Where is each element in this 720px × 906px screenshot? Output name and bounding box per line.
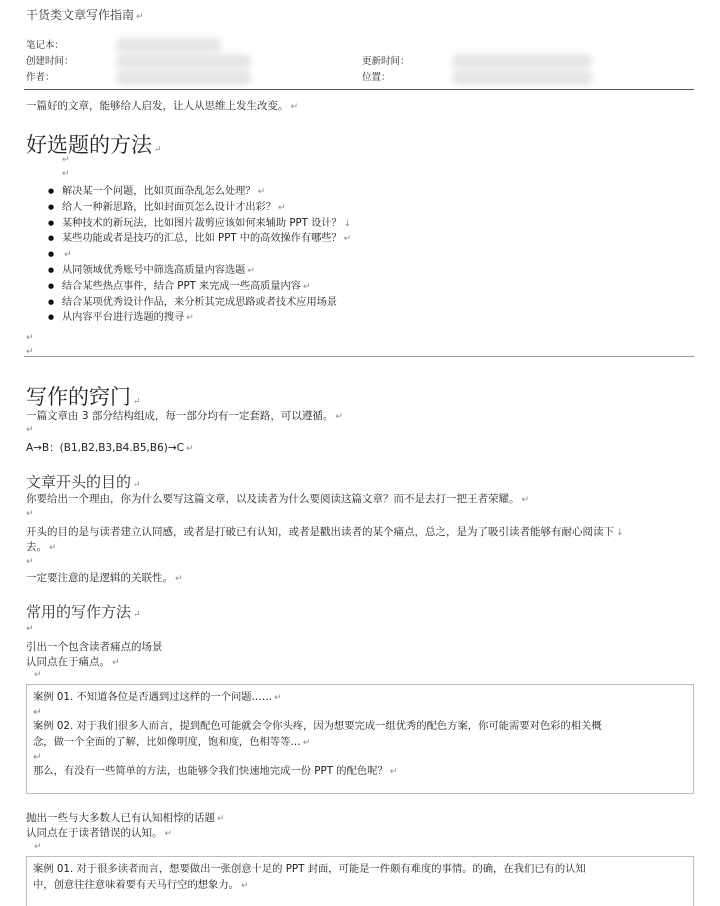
notebook-label: 笔记本： xyxy=(26,40,65,51)
paragraph-mark: ↵ xyxy=(26,509,34,519)
list-item: ● ↵ xyxy=(48,247,351,263)
meta-created-row xyxy=(26,54,694,70)
list-item: ● 结合某些热点事件，结合 PPT 来完成一些高质量内容 ↵ xyxy=(48,279,351,295)
list-item: ● 某种技术的新玩法，比如图片裁剪应该如何来辅助 PPT 设计？ ↓ xyxy=(48,216,351,232)
case-box-2: 案例 01. 对于很多读者而言，想要做出一张创意十足的 PPT 封面，可能是一件颇有难度的事情。的确，在我们已有的认知 中，创意往往意味着要有天马行空的想象力。 ↵ xyxy=(26,856,694,906)
method1-title: 引出一个包含读者痛点的场景 xyxy=(26,641,163,653)
created-label: 创建时间： xyxy=(26,56,74,67)
heading-opening-purpose: 文章开头的目的 ↵ xyxy=(26,473,141,491)
list-item: ● 从内容平台进行选题的搜寻 ↵ xyxy=(48,310,351,326)
list-item: ● 从同领域优秀账号中筛选高质量内容选题 ↵ xyxy=(48,263,351,279)
section-divider xyxy=(24,356,694,357)
redacted-created-value xyxy=(116,54,251,69)
case-03-text: 案例 01. 对于很多读者而言，想要做出一张创意十足的 PPT 封面，可能是一件颇有难度的事情。的确，在我们已有的认知 xyxy=(33,863,586,875)
meta-author-row xyxy=(26,70,694,86)
paragraph-mark: ↵ xyxy=(26,347,34,357)
paragraph-mark: ↵ xyxy=(62,169,70,179)
list-item: ● 结合某项优秀设计作品，来分析其完成思路或者技术应用场景 xyxy=(48,295,351,311)
redacted-author-value xyxy=(116,70,251,85)
case-02-text: 案例 02. 对于我们很多人而言，提到配色可能就会令你头疼，因为想要完成一组优秀的配色方案，你可能需要对色彩的相关概 xyxy=(33,720,602,732)
paragraph-mark: ↵ xyxy=(62,155,70,165)
case-box-1: 案例 01. 不知道各位是否遇到过这样的一个问题…… ↵ ↵ 案例 02. 对于我们很多人而言，提到配色可能就会令你头疼，因为想要完成一组优秀的配色方案，你可能需要对色彩的相关概 念，做一个全面的了解，比如像明度，饱和度，色相等等… ↵ ↵ 那么，有没有一些简单的方法，也能够令我们快速地完成一份 PPT 的配色呢？ ↵ xyxy=(26,684,694,794)
opening-reason-paragraph: 你要给出一个理由，你为什么要写这篇文章，以及读者为什么要阅读这篇文章？而不是去打一把王者荣耀。 ↵ xyxy=(26,493,530,505)
paragraph-mark: ↵ xyxy=(26,557,34,567)
list-item: ● 给人一种新思路，比如封面页怎么设计才出彩？ ↵ xyxy=(48,200,351,216)
heading-common-methods: 常用的写作方法 ↵ xyxy=(26,603,141,621)
method1-subtitle: 认同点在于痛点。 ↵ xyxy=(26,656,120,668)
paragraph-mark: ↵ xyxy=(33,751,42,763)
redacted-location-value xyxy=(452,70,592,85)
case-02-question: 那么，有没有一些简单的方法，也能够令我们快速地完成一份 PPT 的配色呢？ ↵ xyxy=(33,765,398,777)
author-label: 作者： xyxy=(26,72,55,83)
logic-note: 一定要注意的是逻辑的关联性。 ↵ xyxy=(26,572,183,584)
structure-description: 一篇文章由 3 部分结构组成，每一部分均有一定套路，可以遵循。 ↵ xyxy=(26,410,343,422)
method2-subtitle: 认同点在于读者错误的认知。 ↵ xyxy=(26,827,173,839)
paragraph-mark: ↵ xyxy=(34,842,42,852)
structure-formula: A→B：(B1,B2,B3,B4.B5,B6)→C ↵ xyxy=(26,442,194,454)
paragraph-mark: ↵ xyxy=(33,706,42,718)
metadata-block xyxy=(26,38,694,86)
header-divider xyxy=(24,89,694,90)
updated-label: 更新时间： xyxy=(362,56,410,67)
heading-writing-tips: 写作的窍门 ↵ xyxy=(26,385,141,409)
redacted-updated-value xyxy=(452,54,592,69)
location-label: 位置： xyxy=(362,72,391,83)
list-item: ● 解决某一个问题，比如页面杂乱怎么处理？ ↵ xyxy=(48,184,351,200)
topic-method-list xyxy=(48,184,351,326)
paragraph-mark: ↵ xyxy=(26,425,34,435)
meta-notebook-row xyxy=(26,38,694,54)
redacted-notebook-value xyxy=(116,38,221,53)
paragraph-mark: ↵ xyxy=(34,670,42,680)
paragraph-mark: ↵ xyxy=(26,333,34,343)
method2-title: 抛出一些与大多数人已有认知相悖的话题 ↵ xyxy=(26,812,225,824)
case-01-text: 案例 01. 不知道各位是否遇到过这样的一个问题…… ↵ xyxy=(33,691,282,703)
list-item: ● 某些功能或者是技巧的汇总，比如 PPT 中的高效操作有哪些？ ↵ xyxy=(48,231,351,247)
heading-good-topic: 好选题的方法 ↵ xyxy=(26,133,162,157)
opening-goal-paragraph: 开头的目的是与读者建立认同感，或者是打破已有认知，或者是戳出读者的某个痛点，总之，是为了吸引读者能够有耐心阅读下 ↓ 去。 ↵ xyxy=(26,526,624,553)
intro-paragraph: 一篇好的文章，能够给人启发，让人从思维上发生改变。 ↵ xyxy=(26,100,299,112)
paragraph-mark: ↵ xyxy=(26,624,34,634)
document-title: 干货类文章写作指南 ↵ xyxy=(26,8,144,22)
